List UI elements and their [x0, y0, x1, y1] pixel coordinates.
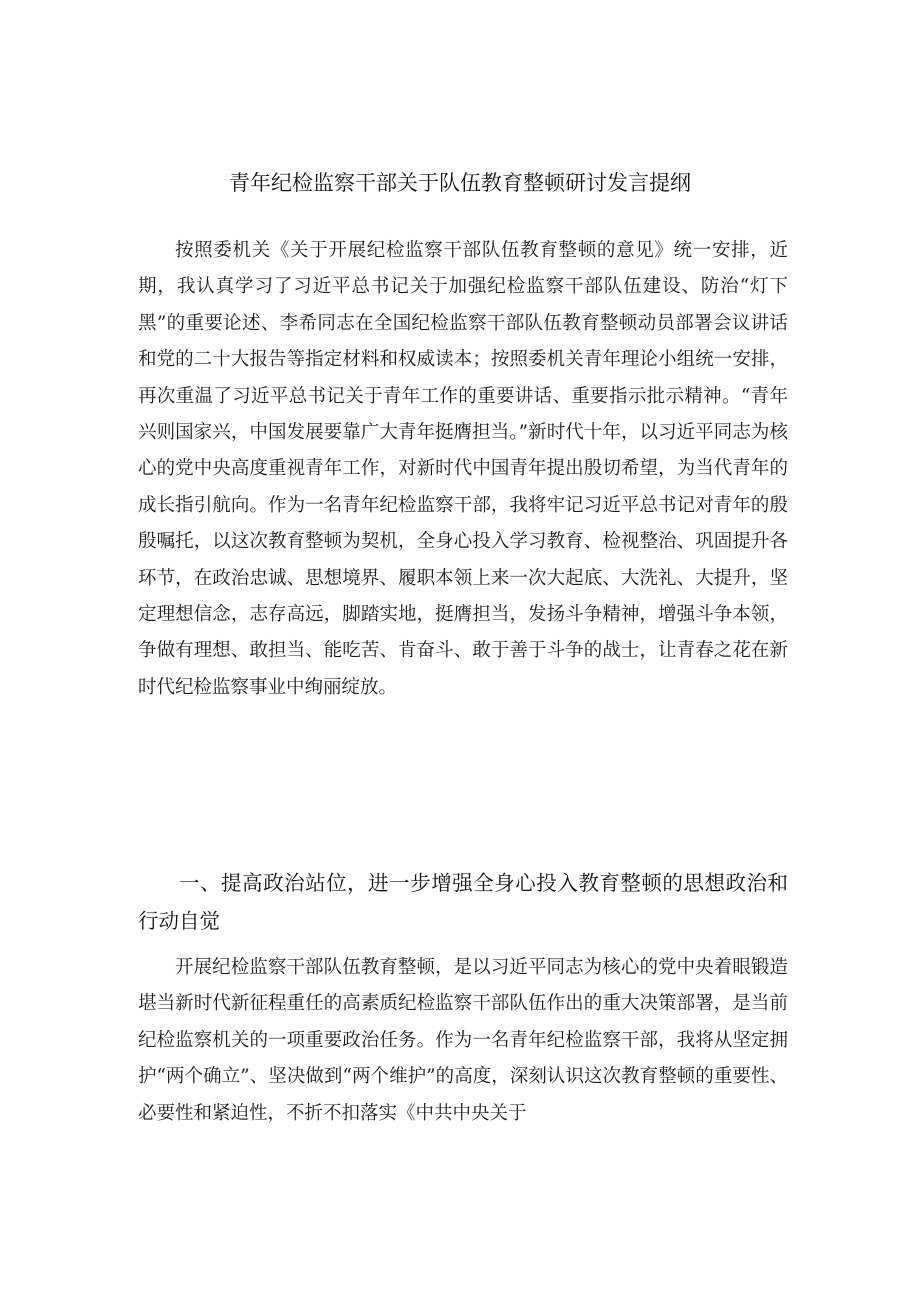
paragraph-intro: 按照委机关《关于开展纪检监察干部队伍教育整顿的意见》统一安排，近期，我认真学习了习近平总书记关于加强纪检监察干部队伍建设、防治“灯下黑”的重要论述、李希同志在全国纪检监察干部队伍教育整顿动员部署会议讲话和党的二十大报告等指定材料和权威读本；按照委机关青年理论小组统一安排，再次重温了习近平总书记关于青年工作的重要讲话、重要指示批示精神。“青年兴则国家兴，中国发展要靠广大青年挺膺担当。”新时代十年，以习近平同志为核心的党中央高度重视青年工作，对新时代中国青年提出殷切希望，为当代青年的成长指引航向。作为一名青年纪检监察干部，我将牢记习近平总书记对青年的殷殷嘱托，以这次教育整顿为契机，全身心投入学习教育、检视整治、巩固提升各环节，在政治忠诚、思想境界、履职本领上来一次大起底、大洗礼、大提升，坚定理想信念，志存高远，脚踏实地，挺膺担当，发扬斗争精神，增强斗争本领，争做有理想、敢担当、能吃苦、肯奋斗、敢于善于斗争的战士，让青春之花在新时代纪检监察事业中绚丽绽放。: [138, 240, 788, 698]
paragraph-section-1: 开展纪检监察干部队伍教育整顿，是以习近平同志为核心的党中央着眼锻造堪当新时代新征程重任的高素质纪检监察干部队伍作出的重大决策部署，是当前纪检监察机关的一项重要政治任务。作为一名青年纪检监察干部，我将从坚定拥护“两个确立”、坚决做到“两个维护”的高度，深刻认识这次教育整顿的重要性、必要性和紧迫性，不折不扣落实《中共中央关于: [138, 957, 788, 1124]
section-heading-1: 一、提高政治站位，进一步增强全身心投入教育整顿的思想政治和行动自觉: [138, 871, 788, 933]
document-title: 青年纪检监察干部关于队伍教育整顿研讨发言提纲: [229, 171, 691, 195]
